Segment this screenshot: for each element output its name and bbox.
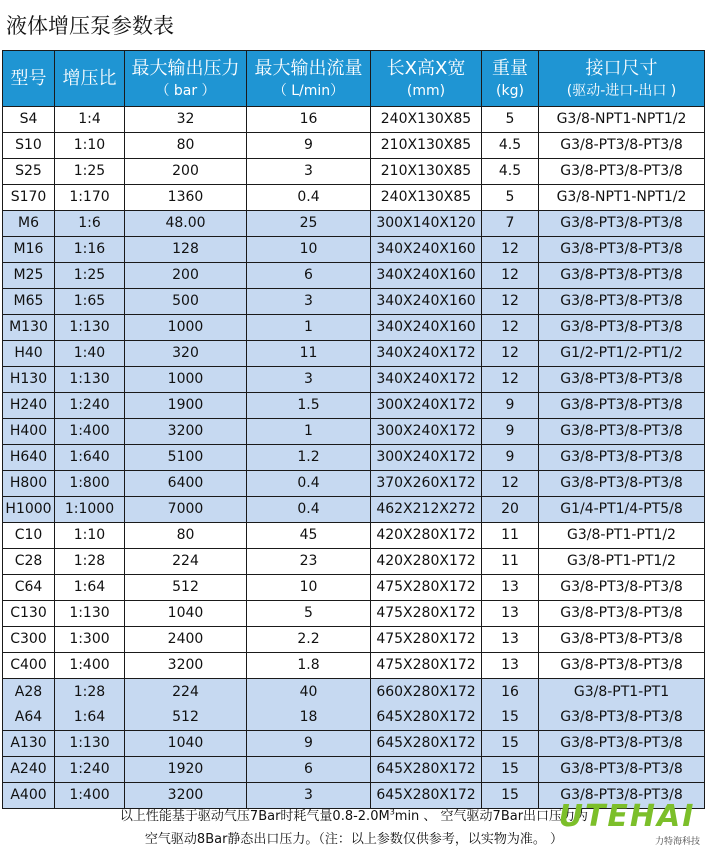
cell-dims: 300X240X172 xyxy=(371,393,482,419)
table-row xyxy=(3,627,705,653)
cell-port: G1/2-PT1/2-PT1/2 xyxy=(539,341,705,367)
table-row xyxy=(3,159,705,185)
cell-weight: 9 xyxy=(482,445,539,471)
cell-flow: 10 xyxy=(247,575,371,601)
cell-flow: 1 xyxy=(247,419,371,445)
cell-dims: 420X280X172 xyxy=(371,549,482,575)
cell-port: G3/8-PT3/8-PT3/8 xyxy=(539,445,705,471)
cell-dims: 475X280X172 xyxy=(371,653,482,679)
cell-port: G3/8-PT3/8-PT3/8 xyxy=(539,653,705,679)
cell-ratio: 1:40 xyxy=(55,341,125,367)
cell-port: G3/8-PT3/8-PT3/8 xyxy=(539,783,705,809)
table-row xyxy=(3,497,705,523)
cell-flow: 9 xyxy=(247,133,371,159)
cell-ratio: 1:170 xyxy=(55,185,125,211)
cell-model: H640 xyxy=(3,445,55,471)
cell-port: G3/8-PT3/8-PT3/8 xyxy=(539,237,705,263)
cell-pressure: 80 xyxy=(125,523,247,549)
cell-dims: 300X140X120 xyxy=(371,211,482,237)
cell-ratio: 1:800 xyxy=(55,471,125,497)
cell-port: G3/8-PT3/8-PT3/8 xyxy=(539,757,705,783)
cell-port: G3/8-PT1-PT1/2 xyxy=(539,523,705,549)
cell-line: A28 xyxy=(14,683,43,700)
cell-pressure: 32 xyxy=(125,107,247,133)
cell-weight: 5 xyxy=(482,185,539,211)
cell-weight: 5 xyxy=(482,107,539,133)
cell-dims: 475X280X172 xyxy=(371,627,482,653)
cell-flow: 3 xyxy=(247,367,371,393)
cell-flow: 6 xyxy=(247,757,371,783)
cell-dims: 475X280X172 xyxy=(371,575,482,601)
cell-flow: 9 xyxy=(247,731,371,757)
table-row xyxy=(3,471,705,497)
cell-flow: 0.4 xyxy=(247,185,371,211)
cell-pressure: 500 xyxy=(125,289,247,315)
cell-ratio: 1:25 xyxy=(55,263,125,289)
cell-port: G3/8-PT3/8-PT3/8 xyxy=(539,393,705,419)
cell-port: G3/8-PT3/8-PT3/8 xyxy=(539,289,705,315)
cell-dims: 475X280X172 xyxy=(371,601,482,627)
cell-flow: 5 xyxy=(247,601,371,627)
cell-line: 512 xyxy=(172,708,199,725)
cell-line: G3/8-PT3/8-PT3/8 xyxy=(560,708,683,725)
cell-weight: 11 xyxy=(482,549,539,575)
cell-model: S4 xyxy=(3,107,55,133)
table-row xyxy=(3,263,705,289)
table-row xyxy=(3,653,705,679)
cell-ratio: 1:400 xyxy=(55,783,125,809)
table-row xyxy=(3,393,705,419)
cell-port: G1/4-PT1/4-PT5/8 xyxy=(539,497,705,523)
cell-pressure: 1360 xyxy=(125,185,247,211)
cell-ratio: 1:64 xyxy=(55,575,125,601)
cell-pressure: 200 xyxy=(125,263,247,289)
cell-line: 660X280X172 xyxy=(376,683,476,700)
cell-line: 645X280X172 xyxy=(376,708,476,725)
cell-weight: 9 xyxy=(482,393,539,419)
cell-pressure xyxy=(125,679,247,731)
cell-weight: 7 xyxy=(482,211,539,237)
cell-port: G3/8-NPT1-NPT1/2 xyxy=(539,185,705,211)
table-row xyxy=(3,289,705,315)
logo-text: UTEHAI xyxy=(558,799,696,834)
cell-flow: 45 xyxy=(247,523,371,549)
cell-pressure: 1000 xyxy=(125,367,247,393)
cell-ratio: 1:65 xyxy=(55,289,125,315)
cell-dims xyxy=(371,679,482,731)
cell-model: A240 xyxy=(3,757,55,783)
cell-weight: 9 xyxy=(482,419,539,445)
cell-weight: 12 xyxy=(482,237,539,263)
cell-pressure: 3200 xyxy=(125,653,247,679)
cell-dims: 340X240X160 xyxy=(371,289,482,315)
header-flow: 最大输出流量 （ L/min） xyxy=(247,51,371,107)
cell-pressure: 7000 xyxy=(125,497,247,523)
cell-line: A64 xyxy=(14,708,43,725)
cell-flow: 1.2 xyxy=(247,445,371,471)
header-port-size: 接口尺寸 (驱动-进口-出口 ) xyxy=(539,51,705,107)
cell-weight: 13 xyxy=(482,627,539,653)
cell-weight: 12 xyxy=(482,263,539,289)
cell-weight: 15 xyxy=(482,731,539,757)
table-row xyxy=(3,237,705,263)
cell-model: C300 xyxy=(3,627,55,653)
cell-weight: 4.5 xyxy=(482,159,539,185)
header-weight: 重量 (kg) xyxy=(482,51,539,107)
cell-model: C28 xyxy=(3,549,55,575)
cell-dims: 462X212X272 xyxy=(371,497,482,523)
cell-model: H400 xyxy=(3,419,55,445)
cell-port: G3/8-PT3/8-PT3/8 xyxy=(539,315,705,341)
cell-pressure: 3200 xyxy=(125,783,247,809)
cell-ratio: 1:28 xyxy=(55,549,125,575)
cell-dims: 240X130X85 xyxy=(371,185,482,211)
cell-weight: 12 xyxy=(482,289,539,315)
cell-weight: 20 xyxy=(482,497,539,523)
cell-line: 1:28 xyxy=(73,683,106,700)
header-dimensions: 长X高X宽 (mm) xyxy=(371,51,482,107)
cell-pressure: 320 xyxy=(125,341,247,367)
logo-subtitle: 力特海科技 xyxy=(654,837,700,847)
brand-logo xyxy=(552,800,702,848)
cell-model: C10 xyxy=(3,523,55,549)
cell-line: 1:64 xyxy=(73,708,106,725)
cell-dims: 300X240X172 xyxy=(371,445,482,471)
cell-weight: 15 xyxy=(482,783,539,809)
cell-model: A400 xyxy=(3,783,55,809)
cell-flow: 1.5 xyxy=(247,393,371,419)
cell-port: G3/8-PT3/8-PT3/8 xyxy=(539,601,705,627)
cell-line: 224 xyxy=(172,683,199,700)
cell-flow: 16 xyxy=(247,107,371,133)
table-row xyxy=(3,185,705,211)
cell-weight: 13 xyxy=(482,653,539,679)
cell-pressure: 6400 xyxy=(125,471,247,497)
cell-dims: 340X240X160 xyxy=(371,315,482,341)
cell-pressure: 1000 xyxy=(125,315,247,341)
cell-ratio: 1:640 xyxy=(55,445,125,471)
cell-weight: 12 xyxy=(482,471,539,497)
cell-pressure: 128 xyxy=(125,237,247,263)
cell-model: H40 xyxy=(3,341,55,367)
cell-model: S10 xyxy=(3,133,55,159)
table-row xyxy=(3,211,705,237)
cell-ratio: 1:300 xyxy=(55,627,125,653)
cell-flow xyxy=(247,679,371,731)
cell-pressure: 1040 xyxy=(125,731,247,757)
cell-ratio: 1:240 xyxy=(55,393,125,419)
cell-weight: 13 xyxy=(482,601,539,627)
spec-table xyxy=(2,50,705,809)
cell-pressure: 2400 xyxy=(125,627,247,653)
table-header-row xyxy=(3,51,705,107)
cell-model: M6 xyxy=(3,211,55,237)
header-model: 型号 xyxy=(3,51,55,107)
table-row xyxy=(3,133,705,159)
cell-ratio: 1:10 xyxy=(55,133,125,159)
cell-pressure: 1040 xyxy=(125,601,247,627)
cell-model: H130 xyxy=(3,367,55,393)
cell-dims: 340X240X172 xyxy=(371,367,482,393)
cell-ratio: 1:6 xyxy=(55,211,125,237)
cell-flow: 11 xyxy=(247,341,371,367)
cell-model: H1000 xyxy=(3,497,55,523)
table-row xyxy=(3,367,705,393)
cell-dims: 645X280X172 xyxy=(371,783,482,809)
cell-model: S170 xyxy=(3,185,55,211)
cell-dims: 420X280X172 xyxy=(371,523,482,549)
cell-dims: 210X130X85 xyxy=(371,159,482,185)
cell-flow: 0.4 xyxy=(247,471,371,497)
cell-ratio: 1:130 xyxy=(55,315,125,341)
cell-ratio: 1:400 xyxy=(55,419,125,445)
table-row xyxy=(3,575,705,601)
cell-weight xyxy=(482,679,539,731)
table-row xyxy=(3,419,705,445)
cell-model: C400 xyxy=(3,653,55,679)
cell-pressure: 512 xyxy=(125,575,247,601)
cell-ratio: 1:130 xyxy=(55,367,125,393)
cell-line: 18 xyxy=(299,708,318,725)
cell-pressure: 5100 xyxy=(125,445,247,471)
cell-port: G3/8-NPT1-NPT1/2 xyxy=(539,107,705,133)
cell-pressure: 1920 xyxy=(125,757,247,783)
cell-ratio: 1:130 xyxy=(55,601,125,627)
cell-flow: 25 xyxy=(247,211,371,237)
cell-dims: 645X280X172 xyxy=(371,731,482,757)
cell-weight: 13 xyxy=(482,575,539,601)
cell-dims: 340X240X172 xyxy=(371,341,482,367)
cell-pressure: 224 xyxy=(125,549,247,575)
table-row xyxy=(3,523,705,549)
cell-weight: 12 xyxy=(482,341,539,367)
table-row xyxy=(3,341,705,367)
table-row-merged xyxy=(3,679,705,731)
cell-port: G3/8-PT3/8-PT3/8 xyxy=(539,575,705,601)
cell-flow: 3 xyxy=(247,783,371,809)
table-row xyxy=(3,731,705,757)
cell-pressure: 80 xyxy=(125,133,247,159)
cell-flow: 10 xyxy=(247,237,371,263)
cell-weight: 4.5 xyxy=(482,133,539,159)
cell-model: M16 xyxy=(3,237,55,263)
cell-ratio: 1:25 xyxy=(55,159,125,185)
cell-dims: 645X280X172 xyxy=(371,757,482,783)
cell-flow: 1 xyxy=(247,315,371,341)
cell-model xyxy=(3,679,55,731)
cell-pressure: 1900 xyxy=(125,393,247,419)
cell-line: 16 xyxy=(501,683,519,700)
cell-line: 40 xyxy=(299,683,318,700)
cell-weight: 11 xyxy=(482,523,539,549)
cell-pressure: 200 xyxy=(125,159,247,185)
cell-model: M25 xyxy=(3,263,55,289)
cell-dims: 370X260X172 xyxy=(371,471,482,497)
table-row xyxy=(3,549,705,575)
cell-port: G3/8-PT3/8-PT3/8 xyxy=(539,731,705,757)
cell-dims: 340X240X160 xyxy=(371,263,482,289)
cell-model: C64 xyxy=(3,575,55,601)
cell-flow: 0.4 xyxy=(247,497,371,523)
cell-model: A130 xyxy=(3,731,55,757)
cell-ratio: 1:400 xyxy=(55,653,125,679)
cell-line: G3/8-PT1-PT1 xyxy=(573,683,670,700)
cell-port: G3/8-PT3/8-PT3/8 xyxy=(539,159,705,185)
cell-model: M130 xyxy=(3,315,55,341)
cell-port: G3/8-PT3/8-PT3/8 xyxy=(539,367,705,393)
footer-line-1: 以上性能基于驱动气压7Bar时耗气量$0.8-2.0M^3\min$ 、 空气驱动7Bar出口压力为 xyxy=(119,807,589,824)
cell-dims: 240X130X85 xyxy=(371,107,482,133)
table-row xyxy=(3,315,705,341)
cell-port: G3/8-PT1-PT1/2 xyxy=(539,549,705,575)
header-ratio: 增压比 xyxy=(55,51,125,107)
cell-flow: 1.8 xyxy=(247,653,371,679)
cell-weight: 15 xyxy=(482,757,539,783)
cell-weight: 12 xyxy=(482,367,539,393)
header-pressure: 最大输出压力 （ bar ） xyxy=(125,51,247,107)
cell-port: G3/8-PT3/8-PT3/8 xyxy=(539,211,705,237)
cell-flow: 6 xyxy=(247,263,371,289)
cell-port xyxy=(539,679,705,731)
cell-dims: 210X130X85 xyxy=(371,133,482,159)
cell-flow: 3 xyxy=(247,159,371,185)
table-row xyxy=(3,107,705,133)
cell-flow: 2.2 xyxy=(247,627,371,653)
page-title: 液体增压泵参数表 xyxy=(6,14,174,38)
cell-model: S25 xyxy=(3,159,55,185)
cell-ratio: 1:130 xyxy=(55,731,125,757)
cell-port: G3/8-PT3/8-PT3/8 xyxy=(539,419,705,445)
cell-ratio: 1:4 xyxy=(55,107,125,133)
cell-line: 15 xyxy=(501,708,519,725)
cell-port: G3/8-PT3/8-PT3/8 xyxy=(539,627,705,653)
cell-model: C130 xyxy=(3,601,55,627)
cell-dims: 300X240X172 xyxy=(371,419,482,445)
cell-model: M65 xyxy=(3,289,55,315)
cell-weight: 12 xyxy=(482,315,539,341)
table-row xyxy=(3,757,705,783)
cell-model: H800 xyxy=(3,471,55,497)
cell-ratio: 1:16 xyxy=(55,237,125,263)
cell-port: G3/8-PT3/8-PT3/8 xyxy=(539,263,705,289)
cell-pressure: 48.00 xyxy=(125,211,247,237)
cell-model: H240 xyxy=(3,393,55,419)
cell-dims: 340X240X160 xyxy=(371,237,482,263)
cell-port: G3/8-PT3/8-PT3/8 xyxy=(539,471,705,497)
cell-ratio: 1:240 xyxy=(55,757,125,783)
footer-line-2: 空气驱动8Bar静态出口压力。（注：以上参数仅供参考，以实物为准。 ） xyxy=(144,832,564,847)
cell-flow: 3 xyxy=(247,289,371,315)
cell-pressure: 3200 xyxy=(125,419,247,445)
cell-ratio xyxy=(55,679,125,731)
cell-ratio: 1:10 xyxy=(55,523,125,549)
cell-port: G3/8-PT3/8-PT3/8 xyxy=(539,133,705,159)
table-row xyxy=(3,601,705,627)
cell-flow: 23 xyxy=(247,549,371,575)
table-row xyxy=(3,445,705,471)
cell-ratio: 1:1000 xyxy=(55,497,125,523)
